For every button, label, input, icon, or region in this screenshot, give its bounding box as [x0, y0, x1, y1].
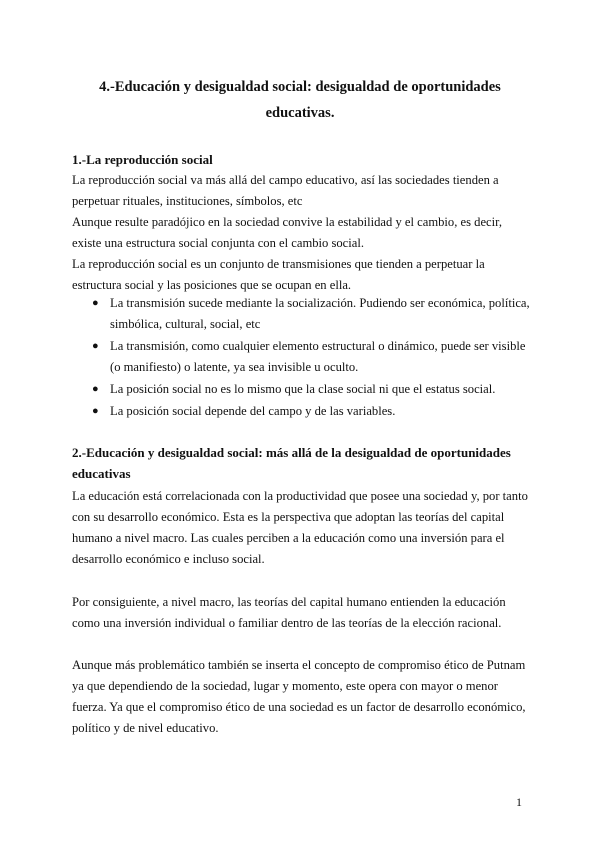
bullet-dot-icon: ●: [92, 340, 99, 352]
section-1-paragraph-2: Aunque resulte paradójico en la sociedad convive la estabilidad y el cambio, es decir, existe una estructura social conjunta con el cambio social.: [72, 215, 502, 250]
bullet-item: [72, 336, 532, 378]
bullet-text: La posición social no es lo mismo que la clase social ni que el estatus social.: [110, 382, 496, 396]
section-2-heading: 2.-Educación y desigualdad social: más allá de la desigualdad de oportunidades educativas: [72, 445, 511, 481]
page-title: 4.-Educación y desigualdad social: desigualdad de oportunidades educativas.: [99, 79, 501, 121]
section-1-paragraph-1: La reproducción social va más allá del campo educativo, así las sociedades tienden a perpetuar rituales, instituciones, símbolos, etc: [72, 173, 499, 208]
section-1-paragraph-3: La reproducción social es un conjunto de transmisiones que tienden a perpetuar la estructura social y las posiciones que se ocupan en ella.: [72, 257, 485, 292]
bullet-dot-icon: ●: [92, 297, 99, 309]
bullet-item: [72, 379, 532, 400]
section-1-heading: 1.-La reproducción social: [72, 152, 213, 167]
section-2-paragraph-3: Aunque más problemático también se inserta el concepto de compromiso ético de Putnam ya que dependiendo de la sociedad, lugar y momento, este opera con mayor o menor fuerza. Ya que el compromiso ético de una sociedad es un factor de desarrollo económico, político y de nivel educativo.: [72, 658, 526, 735]
bullet-item: [72, 293, 532, 335]
bullet-text: La transmisión, como cualquier elemento estructural o dinámico, puede ser visible (o manifiesto) o latente, ya sea invisible u oculto.: [110, 339, 526, 374]
page-number: 1: [516, 795, 522, 809]
section-1-bullet-list: [72, 293, 532, 423]
bullet-dot-icon: ●: [92, 383, 99, 395]
section-2-paragraph-2: Por consiguiente, a nivel macro, las teorías del capital humano entienden la educación como una inversión individual o familiar dentro de las teorías de la elección racional.: [72, 595, 506, 630]
section-2-paragraph-1: La educación está correlacionada con la productividad que posee una sociedad y, por tanto con su desarrollo económico. Esta es la perspectiva que adoptan las teorías del capital humano a nivel macro. Las cuales perciben a la educación como una inversión para el desarrollo económico e incluso social.: [72, 489, 528, 566]
bullet-text: La posición social depende del campo y de las variables.: [110, 404, 396, 418]
bullet-item: [72, 401, 532, 422]
bullet-dot-icon: ●: [92, 405, 99, 417]
bullet-text: La transmisión sucede mediante la socialización. Pudiendo ser económica, política, simbólica, cultural, social, etc: [110, 296, 530, 331]
